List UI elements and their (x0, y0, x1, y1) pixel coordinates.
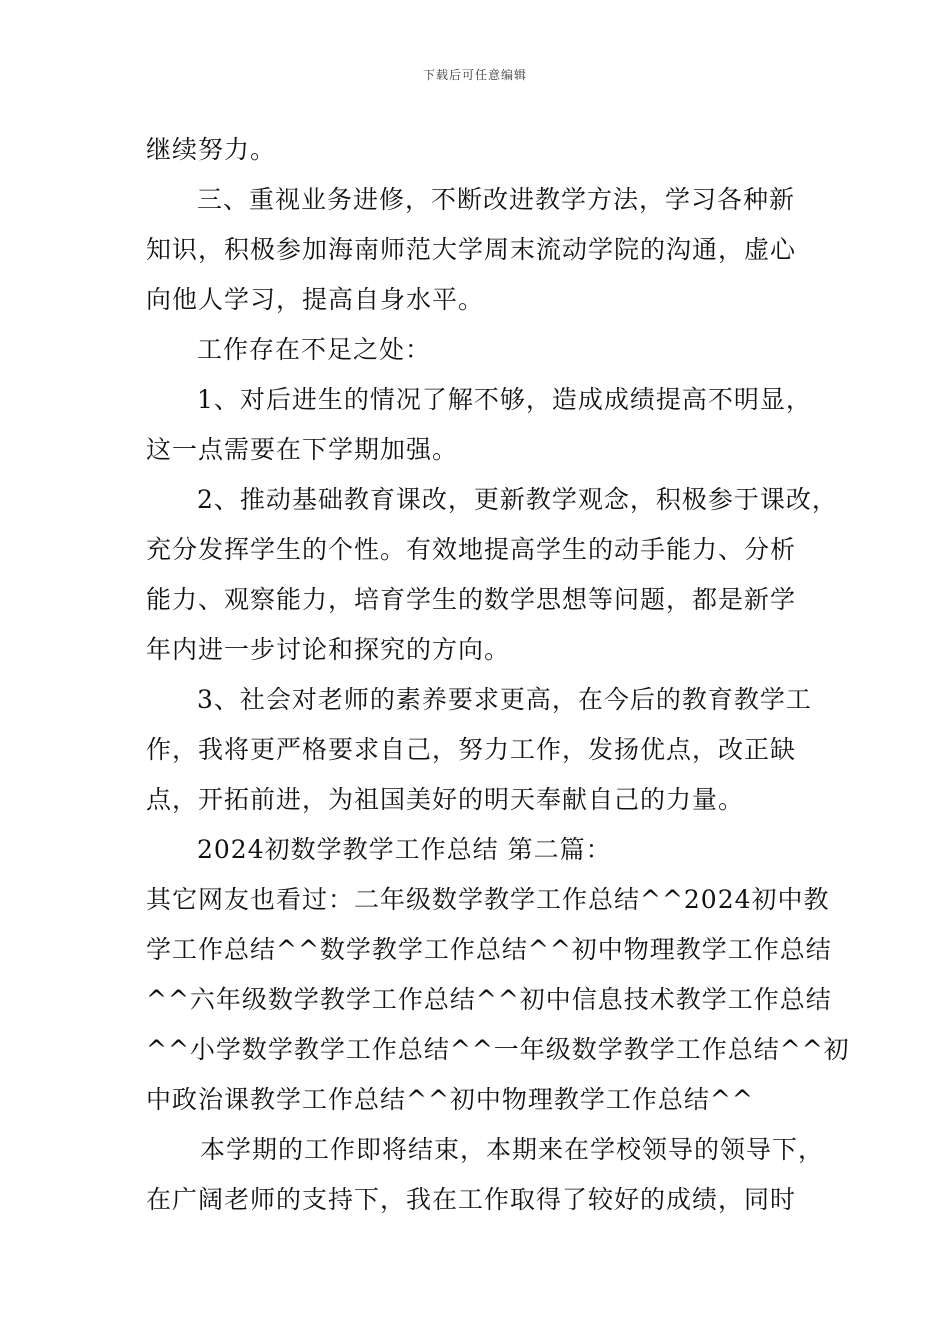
text-line: ^^小学数学教学工作总结^^一年级数学教学工作总结^^初 (146, 1035, 850, 1064)
text-line: 工作存在不足之处： (197, 335, 432, 364)
text-line: 知识，积极参加海南师范大学周末流动学院的沟通，虚心 (146, 235, 797, 264)
text-line: 2、推动基础教育课改，更新教学观念，积极参于课改， (197, 485, 838, 514)
text-line: 年内进一步讨论和探究的方向。 (146, 635, 511, 664)
text-line: 其它网友也看过：二年级数学教学工作总结^^2024初中教 (146, 885, 830, 914)
text-line: 学工作总结^^数学教学工作总结^^初中物理教学工作总结 (146, 935, 832, 964)
text-line: 中政治课教学工作总结^^初中物理教学工作总结^^ (146, 1085, 754, 1114)
text-line: 点，开拓前进，为祖国美好的明天奉献自己的力量。 (146, 785, 745, 814)
text-line: 向他人学习，提高自身水平。 (146, 285, 485, 314)
section-heading: 2024初数学教学工作总结 第二篇： (197, 835, 612, 864)
text-line: 3、社会对老师的素养要求更高，在今后的教育教学工 (197, 685, 812, 714)
page-header: 下载后可任意编辑 (422, 68, 527, 82)
text-line: 充分发挥学生的个性。有效地提高学生的动手能力、分析 (146, 535, 797, 564)
text-line: 在广阔老师的支持下，我在工作取得了较好的成绩，同时 (146, 1185, 797, 1214)
text-line: 本学期的工作即将结束，本期来在学校领导的领导下， (200, 1135, 825, 1164)
text-line: 继续努力。 (146, 135, 277, 164)
text-line: ^^六年级数学教学工作总结^^初中信息技术教学工作总结 (146, 985, 832, 1014)
text-line: 三、重视业务进修，不断改进教学方法，学习各种新 (197, 185, 796, 214)
text-line: 1、对后进生的情况了解不够，造成成绩提高不明显， (197, 385, 812, 414)
text-line: 能力、观察能力，培育学生的数学思想等问题，都是新学 (146, 585, 797, 614)
text-line: 这一点需要在下学期加强。 (146, 435, 459, 464)
text-line: 作，我将更严格要求自己，努力工作，发扬优点，改正缺 (146, 735, 797, 764)
